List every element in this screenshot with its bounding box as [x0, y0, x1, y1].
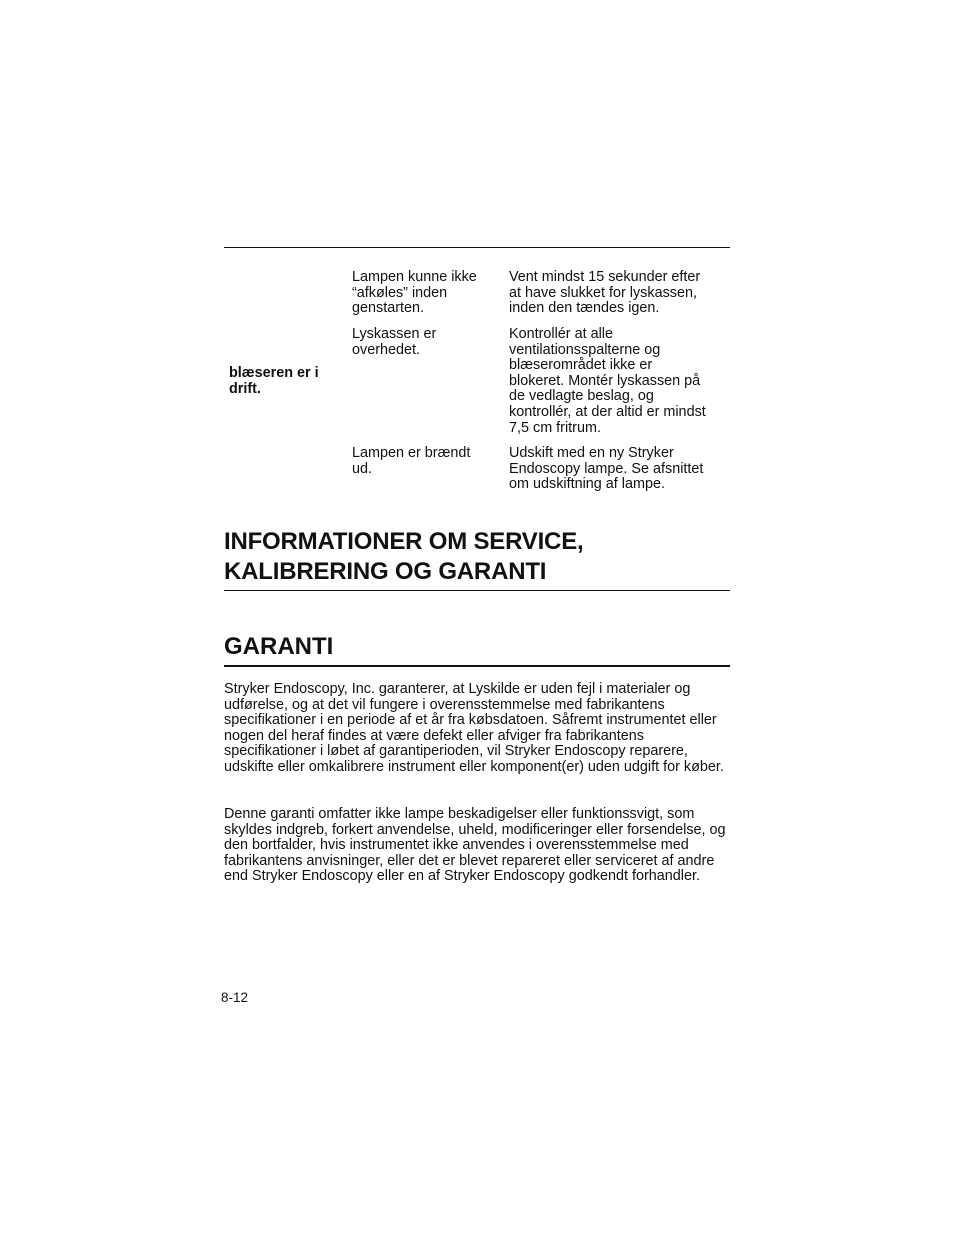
cause-cell-2: Lyskassen er overhedet.: [352, 326, 437, 358]
warranty-paragraph-1: Stryker Endoscopy, Inc. garanterer, at Lyskilde er uden fejl i materialer og udførelse, og at det vil fungere i overensstemmelse med fabrikantens specifikationer i en periode af et år fra købsdatoen. Såfremt instrumentet eller nogen del heraf findes at være defekt eller afviger fra fabrikantens specifikationer i løbet af garantiperioden, vil Stryker Endoscopy reparere, udskifte eller omkalibrere instrument eller komponent(er) uden udgift for køber.: [224, 681, 724, 775]
remedy-cell-3: Udskift med en ny Stryker Endoscopy lampe. Se afsnittet om udskiftning af lampe.: [509, 445, 704, 493]
warranty-heading-rule: [224, 665, 730, 667]
section-heading-rule: [224, 590, 730, 591]
page-number: 8-12: [221, 990, 249, 1005]
remedy-cell-1: Vent mindst 15 sekunder efter at have slukket for lyskassen, inden den tændes igen.: [509, 269, 701, 317]
cause-cell-1: Lampen kunne ikke “afkøles” inden genstarten.: [352, 269, 477, 317]
top-rule: [224, 247, 730, 248]
warranty-heading: GARANTI: [224, 633, 334, 660]
remedy-cell-2: Kontrollér at alle ventilationsspalterne og blæserområdet ikke er blokeret. Montér lyskassen på de vedlagte beslag, og kontrollér, at der altid er mindst 7,5 cm fritrum.: [509, 326, 706, 436]
section-heading: INFORMATIONER OM SERVICE, KALIBRERING OG GARANTI: [224, 528, 584, 585]
cause-cell-3: Lampen er brændt ud.: [352, 445, 471, 477]
warranty-paragraph-2: Denne garanti omfatter ikke lampe beskadigelser eller funktionssvigt, som skyldes indgreb, forkert anvendelse, uheld, modificeringer eller forsendelse, og den bortfalder, hvis instrumentet ikke anvendes i overensstemmelse med fabrikantens anvisninger, eller det er blevet repareret eller serviceret af andre end Stryker Endoscopy eller en af Stryker Endoscopy godkendt forhandler.: [224, 806, 726, 885]
symptom-cell: blæseren er i drift.: [229, 365, 319, 397]
